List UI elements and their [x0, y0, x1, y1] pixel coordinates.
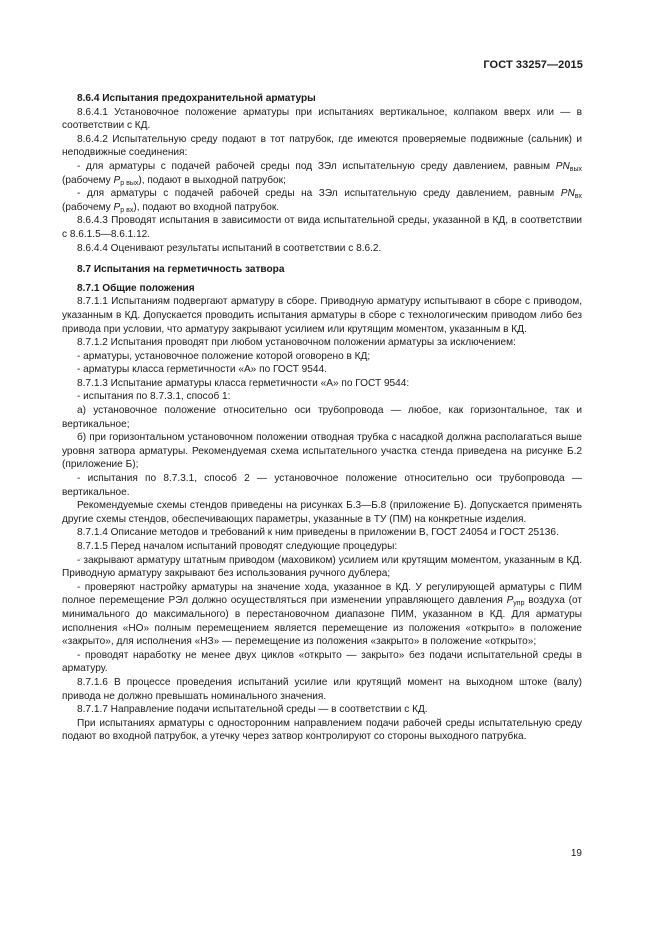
paragraph-8-7-1-7: 8.7.1.7 Направление подачи испытательной среды — в соответствии с КД. — [77, 704, 428, 716]
document-header-id: ГОСТ 33257—2015 — [483, 59, 583, 71]
paragraph-8-6-4-2-item-a: - для арматуры с подачей рабочей среды под ЗЭл испытательную среду давлением, равным $PN_{вых}$ (рабочему $P_{р вых}$), подают в выходной патрубок; — [62, 160, 582, 187]
paragraph-8-6-4-4: 8.6.4.4 Оценивают результаты испытаний в соответствии с 8.6.2. — [77, 242, 382, 254]
page-number: 19 — [570, 848, 582, 859]
paragraph-8-7-1-5-item-a: - закрывают арматуру штатным приводом (маховиком) усилием или крутящим моментом, указанным в КД. Приводную арматуру закрывают без использования ручного дублера; — [62, 554, 582, 580]
section-8-7-heading: 8.7 Испытания на герметичность затвора — [77, 264, 285, 276]
paragraph-8-7-1-3-item-a: а) установочное положение относительно оси трубопровода — любое, как горизонтальное, так и вертикальное; — [62, 405, 582, 430]
paragraph-8-7-1-2-item-a: - арматуры, установочное положение которой оговорено в КД; — [77, 350, 371, 362]
paragraph-8-7-1-3-note: Рекомендуемые схемы стендов приведены на рисунках Б.3—Б.8 (приложение Б). Допускается применять другие схемы стендов, обеспечивающих параметры, указанные в ТУ (ПМ) на конкретные изделия. — [62, 500, 582, 525]
paragraph-8-6-4-3: 8.6.4.3 Проводят испытания в зависимости от вида испытательной среды, указанной в КД, в соответствии с 8.6.1.5—8.6.1.12. — [62, 215, 582, 240]
paragraph-8-7-1-3-item-b: б) при горизонтальном установочном положении отводная трубка с насадкой должна располагаться выше уровня затвора арматуры. Рекомендуемая схема испытательного участка стенда приведена на рисунке Б.2 (приложение Б); — [62, 432, 582, 471]
paragraph-8-7-1-2-item-b: - арматуры класса герметичности «А» по ГОСТ 9544. — [77, 364, 327, 376]
document-body — [62, 92, 582, 744]
paragraph-8-7-1-1: 8.7.1.1 Испытаниям подвергают арматуру в сборе. Приводную арматуру испытывают в сборе с приводом, указанным в КД. Допускается проводить испытания арматуры в сборе с технологическим приводом либо без привода при условии, что арматуру закрывают усилием или крутящим моментом, указанным в КД. — [62, 296, 582, 335]
paragraph-8-7-1-5-item-c: - проводят наработку не менее двух циклов «открыто — закрыто» без подачи испытательной среды в арматуру. — [62, 649, 582, 675]
paragraph-8-6-4-2: 8.6.4.2 Испытательную среду подают в тот патрубок, где имеются проверяемые подвижные (сальник) и неподвижные соединения: — [62, 133, 582, 159]
paragraph-8-6-4-1: 8.6.4.1 Установочное положение арматуры при испытаниях вертикальное, колпаком вверх или — в соответствии с КД. — [62, 106, 582, 132]
paragraph-8-7-1-3-method-2: - испытания по 8.7.3.1, способ 2 — установочное положение относительно оси трубопровода — вертикальное. — [62, 473, 582, 498]
paragraph-8-7-1-2: 8.7.1.2 Испытания проводят при любом установочном положении арматуры за исключением: — [77, 337, 516, 349]
paragraph-8-7-1-7-continued: При испытаниях арматуры с односторонним направлением подачи рабочей среды испытательную среду подают во входной патрубок, а утечку через затвор контролируют со стороны выходного патрубка. — [62, 717, 582, 743]
paragraph-8-7-1-3: 8.7.1.3 Испытание арматуры класса герметичности «А» по ГОСТ 9544: — [77, 377, 410, 389]
paragraph-8-7-1-5-item-b: - проверяют настройку арматуры на значение хода, указанное в КД. У регулирующей арматуры с ПИМ полное перемещение РЭл должно осуществляться при изменении управляющего давления $P_{упр}$ воздуха (от минимального до максимального) в перестановочном диапазоне ПИМ, указанном в КД. Для арматуры исполнения «НО» полным перемещением является перемещение из положения «открыто» в положение «закрыто», для исполнения «НЗ» — перемещение из положения «закрыто» в положение «открыто»; — [62, 581, 582, 648]
paragraph-8-7-1-6: 8.7.1.6 В процессе проведения испытаний усилие или крутящий момент на выходном штоке (валу) привода не должно превышать номинального значения. — [62, 676, 582, 702]
section-8-6-4-heading: 8.6.4 Испытания предохранительной арматуры — [77, 93, 316, 104]
paragraph-8-7-1-5: 8.7.1.5 Перед началом испытаний проводят следующие процедуры: — [77, 541, 398, 552]
paragraph-8-7-1-3-method-1: - испытания по 8.7.3.1, способ 1: — [77, 391, 231, 403]
paragraph-8-6-4-2-item-b: - для арматуры с подачей рабочей среды на ЗЭл испытательную среду давлением, равным $PN_{вх}$ (рабочему $P_{р вх}$), подают во входной патрубок. — [62, 188, 582, 214]
paragraph-8-7-1-4: 8.7.1.4 Описание методов и требований к ним приведены в приложении В, ГОСТ 24054 и ГОСТ 25136. — [77, 527, 559, 539]
section-8-7-1-heading: 8.7.1 Общие положения — [77, 282, 195, 294]
